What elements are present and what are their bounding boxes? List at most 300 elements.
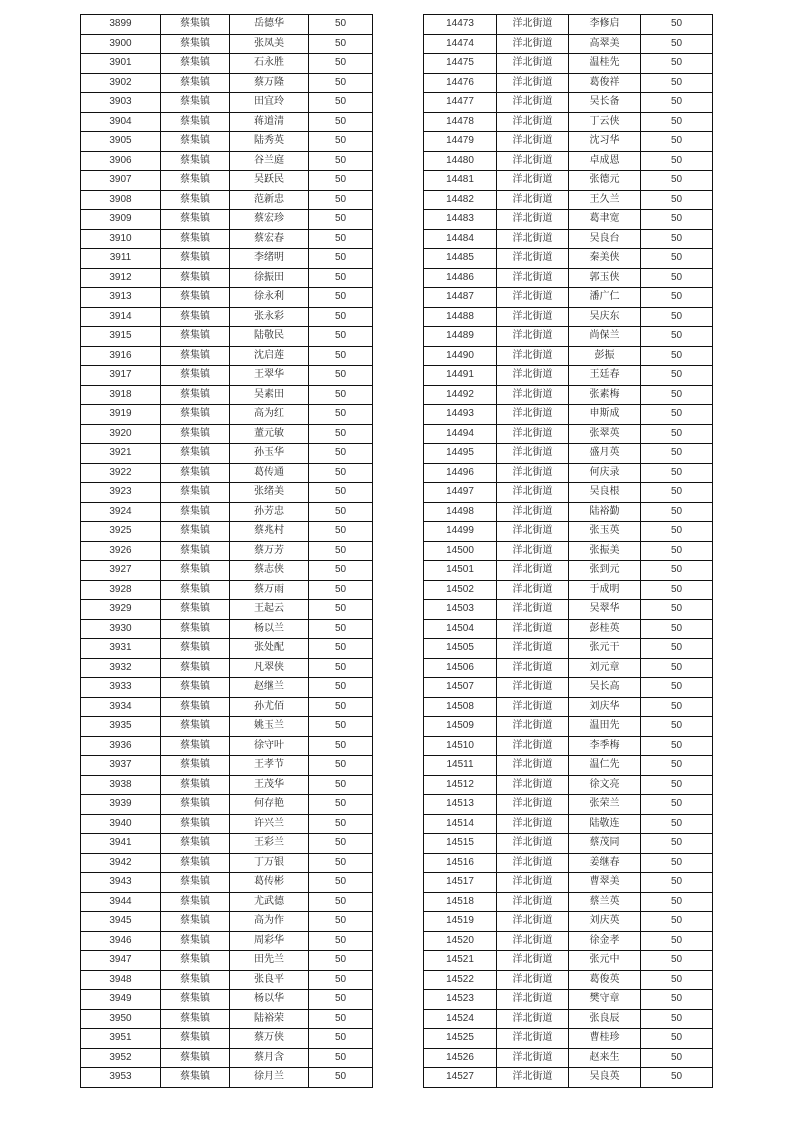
name-cell: 樊守章 (569, 990, 641, 1010)
table-row (81, 405, 373, 425)
table-row (424, 892, 713, 912)
name-cell: 蔡宏珍 (230, 210, 309, 230)
id-cell: 14497 (424, 483, 497, 503)
id-cell: 14524 (424, 1009, 497, 1029)
table-row (81, 112, 373, 132)
amount-cell: 50 (309, 307, 373, 327)
amount-cell: 50 (309, 112, 373, 132)
table-row (424, 814, 713, 834)
table-row (81, 658, 373, 678)
table-row (424, 736, 713, 756)
amount-cell: 50 (641, 990, 713, 1010)
town-cell: 洋北街道 (497, 678, 569, 698)
amount-cell: 50 (309, 327, 373, 347)
town-cell: 洋北街道 (497, 307, 569, 327)
name-cell: 吴长高 (569, 678, 641, 698)
town-cell: 蔡集镇 (161, 600, 230, 620)
name-cell: 蒋道清 (230, 112, 309, 132)
table-row (424, 795, 713, 815)
name-cell: 申斯成 (569, 405, 641, 425)
table-row (424, 54, 713, 74)
town-cell: 洋北街道 (497, 54, 569, 74)
amount-cell: 50 (309, 346, 373, 366)
town-cell: 蔡集镇 (161, 190, 230, 210)
id-cell: 14481 (424, 171, 497, 191)
name-cell: 李绪明 (230, 249, 309, 269)
town-cell: 洋北街道 (497, 210, 569, 230)
table-row (424, 502, 713, 522)
name-cell: 张翠英 (569, 424, 641, 444)
table-row (424, 444, 713, 464)
amount-cell: 50 (641, 795, 713, 815)
amount-cell: 50 (641, 814, 713, 834)
table-row (424, 268, 713, 288)
name-cell: 张德元 (569, 171, 641, 191)
amount-cell: 50 (309, 678, 373, 698)
amount-cell: 50 (641, 658, 713, 678)
id-cell: 3908 (81, 190, 161, 210)
id-cell: 3933 (81, 678, 161, 698)
name-cell: 秦美侠 (569, 249, 641, 269)
amount-cell: 50 (641, 229, 713, 249)
town-cell: 洋北街道 (497, 1009, 569, 1029)
town-cell: 洋北街道 (497, 268, 569, 288)
table-row (424, 1009, 713, 1029)
table-row (81, 1029, 373, 1049)
id-cell: 3931 (81, 639, 161, 659)
name-cell: 吴良英 (569, 1068, 641, 1088)
table-row (81, 151, 373, 171)
amount-cell: 50 (641, 132, 713, 152)
table-row (81, 54, 373, 74)
amount-cell: 50 (641, 190, 713, 210)
amount-cell: 50 (641, 366, 713, 386)
table-row (424, 346, 713, 366)
amount-cell: 50 (309, 834, 373, 854)
town-cell: 洋北街道 (497, 912, 569, 932)
name-cell: 徐金孝 (569, 931, 641, 951)
name-cell: 王翠华 (230, 366, 309, 386)
town-cell: 洋北街道 (497, 346, 569, 366)
town-cell: 蔡集镇 (161, 463, 230, 483)
town-cell: 蔡集镇 (161, 990, 230, 1010)
name-cell: 徐月兰 (230, 1068, 309, 1088)
table-row (81, 132, 373, 152)
town-cell: 洋北街道 (497, 931, 569, 951)
town-cell: 蔡集镇 (161, 444, 230, 464)
amount-cell: 50 (309, 229, 373, 249)
amount-cell: 50 (309, 639, 373, 659)
id-cell: 3914 (81, 307, 161, 327)
town-cell: 洋北街道 (497, 1048, 569, 1068)
table-row (81, 639, 373, 659)
town-cell: 蔡集镇 (161, 249, 230, 269)
town-cell: 蔡集镇 (161, 639, 230, 659)
name-cell: 蔡志侠 (230, 561, 309, 581)
amount-cell: 50 (641, 288, 713, 308)
amount-cell: 50 (641, 385, 713, 405)
table-row (81, 15, 373, 35)
amount-cell: 50 (309, 1068, 373, 1088)
table-row (424, 931, 713, 951)
name-cell: 刘元章 (569, 658, 641, 678)
town-cell: 蔡集镇 (161, 132, 230, 152)
id-cell: 14499 (424, 522, 497, 542)
id-cell: 3937 (81, 756, 161, 776)
id-cell: 14502 (424, 580, 497, 600)
name-cell: 石永胜 (230, 54, 309, 74)
town-cell: 洋北街道 (497, 190, 569, 210)
id-cell: 3899 (81, 15, 161, 35)
table-row (81, 541, 373, 561)
id-cell: 3925 (81, 522, 161, 542)
id-cell: 14519 (424, 912, 497, 932)
amount-cell: 50 (309, 15, 373, 35)
id-cell: 3903 (81, 93, 161, 113)
id-cell: 14518 (424, 892, 497, 912)
town-cell: 洋北街道 (497, 73, 569, 93)
table-row (424, 483, 713, 503)
id-cell: 14474 (424, 34, 497, 54)
amount-cell: 50 (309, 1048, 373, 1068)
amount-cell: 50 (309, 912, 373, 932)
id-cell: 14504 (424, 619, 497, 639)
name-cell: 吴素田 (230, 385, 309, 405)
town-cell: 洋北街道 (497, 834, 569, 854)
amount-cell: 50 (309, 288, 373, 308)
table-row (81, 483, 373, 503)
town-cell: 蔡集镇 (161, 756, 230, 776)
name-cell: 王茂华 (230, 775, 309, 795)
amount-cell: 50 (641, 171, 713, 191)
table-row (424, 210, 713, 230)
amount-cell: 50 (641, 54, 713, 74)
table-row (424, 1068, 713, 1088)
table-row (81, 873, 373, 893)
table-row (81, 307, 373, 327)
table-row (424, 249, 713, 269)
id-cell: 14476 (424, 73, 497, 93)
town-cell: 蔡集镇 (161, 678, 230, 698)
name-cell: 赵来生 (569, 1048, 641, 1068)
id-cell: 14473 (424, 15, 497, 35)
town-cell: 蔡集镇 (161, 229, 230, 249)
id-cell: 3911 (81, 249, 161, 269)
amount-cell: 50 (309, 93, 373, 113)
name-cell: 孙玉华 (230, 444, 309, 464)
id-cell: 14522 (424, 970, 497, 990)
amount-cell: 50 (309, 736, 373, 756)
town-cell: 洋北街道 (497, 697, 569, 717)
name-cell: 丁万银 (230, 853, 309, 873)
name-cell: 何存艳 (230, 795, 309, 815)
id-cell: 3929 (81, 600, 161, 620)
table-row (424, 463, 713, 483)
id-cell: 14514 (424, 814, 497, 834)
name-cell: 郭玉侠 (569, 268, 641, 288)
id-cell: 3906 (81, 151, 161, 171)
name-cell: 刘庆英 (569, 912, 641, 932)
town-cell: 蔡集镇 (161, 151, 230, 171)
table-row (81, 619, 373, 639)
table-row (424, 405, 713, 425)
town-cell: 蔡集镇 (161, 853, 230, 873)
name-cell: 王孝节 (230, 756, 309, 776)
table-row (424, 190, 713, 210)
name-cell: 张良平 (230, 970, 309, 990)
table-row (81, 853, 373, 873)
amount-cell: 50 (641, 873, 713, 893)
town-cell: 蔡集镇 (161, 1048, 230, 1068)
town-cell: 蔡集镇 (161, 73, 230, 93)
id-cell: 14491 (424, 366, 497, 386)
town-cell: 洋北街道 (497, 171, 569, 191)
id-cell: 3935 (81, 717, 161, 737)
town-cell: 蔡集镇 (161, 892, 230, 912)
name-cell: 徐振田 (230, 268, 309, 288)
name-cell: 王廷春 (569, 366, 641, 386)
id-cell: 3930 (81, 619, 161, 639)
name-cell: 杨以华 (230, 990, 309, 1010)
amount-cell: 50 (309, 54, 373, 74)
table-row (424, 951, 713, 971)
id-cell: 14480 (424, 151, 497, 171)
town-cell: 蔡集镇 (161, 327, 230, 347)
town-cell: 洋北街道 (497, 756, 569, 776)
town-cell: 蔡集镇 (161, 15, 230, 35)
name-cell: 王起云 (230, 600, 309, 620)
table-row (81, 346, 373, 366)
amount-cell: 50 (309, 502, 373, 522)
town-cell: 洋北街道 (497, 34, 569, 54)
table-row (424, 639, 713, 659)
amount-cell: 50 (641, 678, 713, 698)
table-row (424, 658, 713, 678)
id-cell: 3943 (81, 873, 161, 893)
id-cell: 3924 (81, 502, 161, 522)
id-cell: 14520 (424, 931, 497, 951)
amount-cell: 50 (309, 580, 373, 600)
name-cell: 姜继春 (569, 853, 641, 873)
id-cell: 3900 (81, 34, 161, 54)
id-cell: 3923 (81, 483, 161, 503)
amount-cell: 50 (309, 795, 373, 815)
table-row (424, 600, 713, 620)
town-cell: 蔡集镇 (161, 268, 230, 288)
name-cell: 董元敏 (230, 424, 309, 444)
name-cell: 吴长备 (569, 93, 641, 113)
name-cell: 蔡万芳 (230, 541, 309, 561)
table-row (424, 424, 713, 444)
id-cell: 14490 (424, 346, 497, 366)
town-cell: 蔡集镇 (161, 1009, 230, 1029)
id-cell: 3927 (81, 561, 161, 581)
name-cell: 田先兰 (230, 951, 309, 971)
town-cell: 洋北街道 (497, 541, 569, 561)
name-cell: 吴庆东 (569, 307, 641, 327)
amount-cell: 50 (309, 385, 373, 405)
name-cell: 周彩华 (230, 931, 309, 951)
id-cell: 14487 (424, 288, 497, 308)
id-cell: 14496 (424, 463, 497, 483)
id-cell: 14501 (424, 561, 497, 581)
name-cell: 何庆录 (569, 463, 641, 483)
table-row (81, 444, 373, 464)
amount-cell: 50 (641, 853, 713, 873)
table-row (424, 697, 713, 717)
table-row (424, 775, 713, 795)
amount-cell: 50 (641, 892, 713, 912)
table-row (81, 912, 373, 932)
table-row (424, 288, 713, 308)
town-cell: 蔡集镇 (161, 1029, 230, 1049)
id-cell: 14493 (424, 405, 497, 425)
amount-cell: 50 (309, 522, 373, 542)
town-cell: 洋北街道 (497, 1029, 569, 1049)
id-cell: 3939 (81, 795, 161, 815)
town-cell: 蔡集镇 (161, 717, 230, 737)
id-cell: 14482 (424, 190, 497, 210)
name-cell: 温桂先 (569, 54, 641, 74)
amount-cell: 50 (641, 307, 713, 327)
id-cell: 14512 (424, 775, 497, 795)
table-row (424, 132, 713, 152)
town-cell: 蔡集镇 (161, 697, 230, 717)
town-cell: 洋北街道 (497, 249, 569, 269)
table-row (81, 1048, 373, 1068)
town-cell: 洋北街道 (497, 366, 569, 386)
id-cell: 3922 (81, 463, 161, 483)
name-cell: 葛聿宽 (569, 210, 641, 230)
id-cell: 3902 (81, 73, 161, 93)
id-cell: 3910 (81, 229, 161, 249)
amount-cell: 50 (309, 931, 373, 951)
amount-cell: 50 (641, 1029, 713, 1049)
id-cell: 14503 (424, 600, 497, 620)
id-cell: 14484 (424, 229, 497, 249)
amount-cell: 50 (641, 970, 713, 990)
table-row (81, 327, 373, 347)
name-cell: 张绪美 (230, 483, 309, 503)
table-row (81, 736, 373, 756)
amount-cell: 50 (641, 717, 713, 737)
table-row (81, 463, 373, 483)
name-cell: 高为作 (230, 912, 309, 932)
id-cell: 14508 (424, 697, 497, 717)
id-cell: 14477 (424, 93, 497, 113)
name-cell: 高翠美 (569, 34, 641, 54)
id-cell: 14486 (424, 268, 497, 288)
amount-cell: 50 (309, 717, 373, 737)
town-cell: 洋北街道 (497, 814, 569, 834)
id-cell: 14475 (424, 54, 497, 74)
name-cell: 张元中 (569, 951, 641, 971)
name-cell: 温仁先 (569, 756, 641, 776)
town-cell: 蔡集镇 (161, 385, 230, 405)
id-cell: 14500 (424, 541, 497, 561)
id-cell: 14525 (424, 1029, 497, 1049)
id-cell: 14509 (424, 717, 497, 737)
town-cell: 洋北街道 (497, 990, 569, 1010)
amount-cell: 50 (309, 873, 373, 893)
town-cell: 洋北街道 (497, 151, 569, 171)
table-row (81, 385, 373, 405)
town-cell: 蔡集镇 (161, 522, 230, 542)
id-cell: 14483 (424, 210, 497, 230)
amount-cell: 50 (309, 190, 373, 210)
amount-cell: 50 (641, 327, 713, 347)
table-row (81, 600, 373, 620)
name-cell: 葛俊英 (569, 970, 641, 990)
town-cell: 蔡集镇 (161, 502, 230, 522)
id-cell: 14516 (424, 853, 497, 873)
id-cell: 14507 (424, 678, 497, 698)
table-row (424, 619, 713, 639)
name-cell: 徐守叶 (230, 736, 309, 756)
amount-cell: 50 (641, 931, 713, 951)
amount-cell: 50 (309, 892, 373, 912)
amount-cell: 50 (641, 756, 713, 776)
name-cell: 张素梅 (569, 385, 641, 405)
name-cell: 陆裕勤 (569, 502, 641, 522)
table-row (424, 990, 713, 1010)
amount-cell: 50 (309, 132, 373, 152)
name-cell: 温田先 (569, 717, 641, 737)
amount-cell: 50 (309, 775, 373, 795)
id-cell: 3918 (81, 385, 161, 405)
town-cell: 洋北街道 (497, 424, 569, 444)
amount-cell: 50 (309, 619, 373, 639)
id-cell: 3947 (81, 951, 161, 971)
town-cell: 蔡集镇 (161, 970, 230, 990)
town-cell: 洋北街道 (497, 580, 569, 600)
id-cell: 3936 (81, 736, 161, 756)
id-cell: 3909 (81, 210, 161, 230)
name-cell: 王彩兰 (230, 834, 309, 854)
amount-cell: 50 (641, 541, 713, 561)
town-cell: 洋北街道 (497, 561, 569, 581)
town-cell: 蔡集镇 (161, 346, 230, 366)
town-cell: 蔡集镇 (161, 171, 230, 191)
name-cell: 张振美 (569, 541, 641, 561)
town-cell: 蔡集镇 (161, 54, 230, 74)
name-cell: 彭桂英 (569, 619, 641, 639)
table-row (424, 15, 713, 35)
amount-cell: 50 (641, 502, 713, 522)
amount-cell: 50 (641, 151, 713, 171)
name-cell: 张荣兰 (569, 795, 641, 815)
id-cell: 3948 (81, 970, 161, 990)
table-row (424, 756, 713, 776)
amount-cell: 50 (641, 775, 713, 795)
town-cell: 洋北街道 (497, 93, 569, 113)
table-row (81, 834, 373, 854)
right-table (423, 14, 713, 1088)
name-cell: 蔡兆村 (230, 522, 309, 542)
id-cell: 14527 (424, 1068, 497, 1088)
amount-cell: 50 (309, 268, 373, 288)
amount-cell: 50 (641, 405, 713, 425)
amount-cell: 50 (309, 756, 373, 776)
town-cell: 蔡集镇 (161, 931, 230, 951)
table-row (424, 366, 713, 386)
amount-cell: 50 (641, 424, 713, 444)
town-cell: 洋北街道 (497, 405, 569, 425)
name-cell: 杨以兰 (230, 619, 309, 639)
id-cell: 3912 (81, 268, 161, 288)
amount-cell: 50 (641, 210, 713, 230)
table-row (81, 522, 373, 542)
